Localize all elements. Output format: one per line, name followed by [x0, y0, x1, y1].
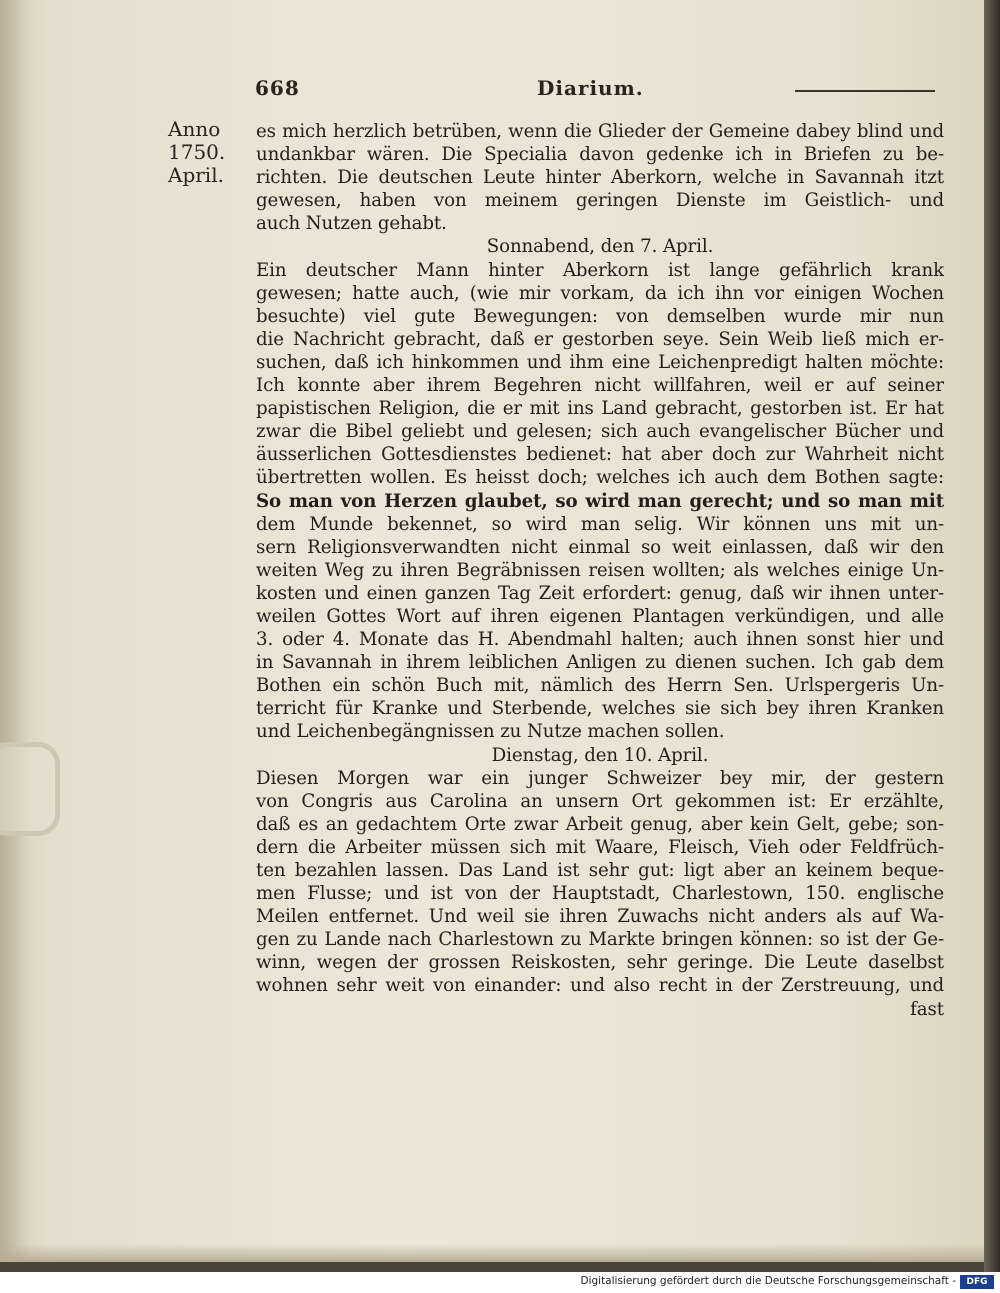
margin-note-line: April.: [168, 163, 224, 187]
text-line: daß es an gedachtem Orte zwar Arbeit genug, aber kein Gelt, gebe; son-: [256, 813, 944, 835]
text-line: ten bezahlen lassen. Das Land ist sehr gut: ligt aber an keinem beque-: [256, 860, 944, 881]
text-line: fast: [910, 998, 944, 1020]
dfg-logo: DFG: [960, 1275, 994, 1289]
text-line: Ich konnte aber ihrem Begehren nicht willfahren, weil er auf seiner: [256, 375, 944, 397]
text-line: übertretten wollen. Es heisst doch; welches ich auch dem Bothen sagte:: [256, 467, 944, 489]
book-edge: [984, 0, 1000, 1272]
text-line: gewesen; hatte auch, (wie mir vorkam, da ich ihn vor einigen Wochen: [256, 282, 944, 304]
margin-note-line: Anno: [168, 117, 221, 141]
body-text: [256, 120, 944, 1021]
text-line: 3. oder 4. Monate das H. Abendmahl halten; auch ihnen sonst hier und: [256, 629, 944, 651]
header-rule: [795, 90, 935, 92]
footer-bar: [0, 1272, 1000, 1293]
text-line: Ein deutscher Mann hinter Aberkorn ist lange gefährlich krank: [256, 259, 944, 281]
text-line: Diesen Morgen war ein junger Schweizer bey mir, der gestern: [256, 767, 944, 789]
running-title: Diarium.: [537, 76, 644, 100]
text-line: kosten und einen ganzen Tag Zeit erfordert: genug, daß wir ihnen unter-: [256, 582, 944, 604]
text-line: äusserlichen Gottesdienstes bedienet: hat aber doch zur Wahrheit nicht: [256, 444, 944, 466]
text-line: weilen Gottes Wort auf ihren eigenen Plantagen verkündigen, und alle: [256, 605, 944, 627]
text-line: es mich herzlich betrüben, wenn die Glieder der Gemeine dabey blind und: [256, 121, 944, 142]
text-line: So man von Herzen glaubet, so wird man gerecht; und so man mit: [256, 490, 944, 512]
text-line: Sonnabend, den 7. April.: [486, 236, 714, 258]
page-header: [255, 76, 945, 106]
margin-note-line: 1750.: [168, 140, 226, 164]
margin-note: [168, 118, 248, 187]
text-line: men Flusse; und ist von der Hauptstadt, Charlestown, 150. englische: [256, 883, 944, 905]
text-line: und Leichenbegängnissen zu Nutze machen sollen.: [256, 721, 725, 743]
text-line: winn, wegen der grossen Reiskosten, sehr geringe. Die Leute daselbst: [256, 952, 944, 974]
text-line: zwar die Bibel geliebt und gelesen; sich auch evangelischer Bücher und: [256, 421, 944, 443]
text-line: von Congris aus Carolina an unsern Ort gekommen ist: Er erzählte,: [256, 790, 944, 812]
text-line: dem Munde bekennet, so wird man selig. Wir können uns mit un-: [256, 513, 944, 535]
text-line: auch Nutzen gehabt.: [256, 213, 447, 235]
funding-credit: Digitalisierung gefördert durch die Deutsche Forschungsgemeinschaft -: [580, 1275, 956, 1287]
text-line: gen zu Lande nach Charlestown zu Markte bringen können: so ist der Ge-: [256, 929, 944, 951]
page-number: 668: [255, 76, 300, 100]
text-line: gewesen, haben von meinem geringen Dienste im Geistlich- und: [256, 190, 944, 212]
text-line: in Savannah in ihrem leiblichen Anligen zu dienen suchen. Ich gab dem: [256, 652, 944, 674]
text-line: richten. Die deutschen Leute hinter Aberkorn, welche in Savannah itzt: [256, 167, 944, 189]
text-line: Dienstag, den 10. April.: [491, 744, 709, 766]
text-line: undankbar wären. Die Specialia davon gedenke ich in Briefen zu be-: [256, 144, 944, 166]
page-bottom-edge: [0, 1244, 984, 1262]
text-line: sern Religionsverwandten nicht einmal so weit einlassen, daß wir den: [256, 536, 944, 558]
text-line: besuchte) viel gute Bewegungen: von demselben wurde mir nun: [256, 305, 944, 327]
gutter-shadow: [0, 0, 30, 1262]
text-line: Meilen entfernet. Und weil sie ihren Zuwachs nicht anders als auf Wa-: [256, 906, 944, 928]
text-line: suchen, daß ich hinkommen und ihm eine Leichenpredigt halten möchte:: [256, 351, 944, 373]
text-line: dern die Arbeiter müssen sich mit Waare, Fleisch, Vieh oder Feldfrüch-: [256, 836, 944, 858]
text-line: papistischen Religion, die er mit ins Land gebracht, gestorben ist. Er hat: [256, 398, 944, 420]
text-line: terricht für Kranke und Sterbende, welches sie sich bey ihren Kranken: [256, 698, 944, 720]
text-line: weiten Weg zu ihren Begräbnissen reisen wollten; als welches einige Un-: [256, 559, 944, 581]
text-line: wohnen sehr weit von einander: und also recht in der Zerstreuung, und: [256, 975, 944, 997]
binding-clasp: [0, 742, 60, 836]
text-line: die Nachricht gebracht, daß er gestorben seye. Sein Weib ließ mich er-: [256, 328, 944, 350]
text-line: Bothen ein schön Buch mit, nämlich des Herrn Sen. Urlspergeris Un-: [256, 675, 944, 697]
